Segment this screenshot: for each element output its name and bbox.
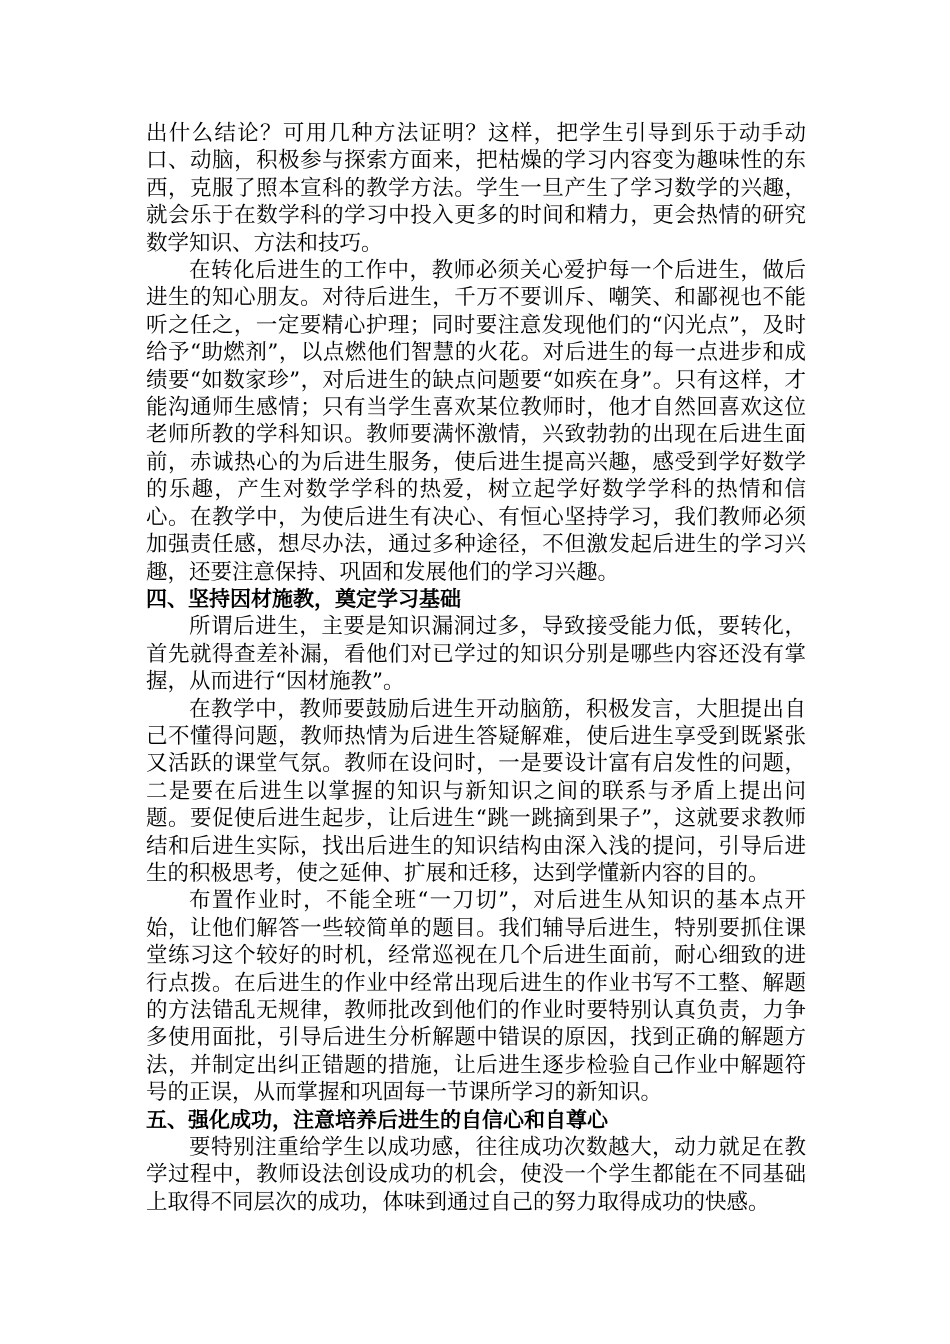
paragraph-homework: 布置作业时，不能全班“一刀切”，对后进生从知识的基本点开始，让他们解答一些较简单的题目。我们辅导后进生，特别要抓住课堂练习这个较好的时机，经常巡视在几个后进生面前，耐心细致的进行点拨。在后进生的作业中经常出现后进生的作业书写不工整、解题的方法错乱无规律，教师批改到他们的作业时要特别认真负责，力争多使用面批，引导后进生分析解题中错误的原因，找到正确的解题方法，并制定出纠正错题的措施，让后进生逐步检验自己作业中解题符号的正误，从而掌握和巩固每一节课所学习的新知识。 (146, 888, 806, 1106)
paragraph-classroom-questions: 在教学中，教师要鼓励后进生开动脑筋，积极发言，大胆提出自己不懂得问题，教师热情为后进生答疑解难，使后进生享受到既紧张又活跃的课堂气氛。教师在设问时，一是要设计富有启发性的问题，二是要在后进生以掌握的知识与新知识之间的联系与矛盾上提出问题。要促使后进生起步，让后进生“跳一跳摘到果子”，这就要求教师结和后进生实际，找出后进生的知识结构由深入浅的提问，引导后进生的积极思考，使之延伸、扩展和迁移，达到学懂新内容的目的。 (146, 696, 806, 886)
paragraph-care-for-students: 在转化后进生的工作中，教师必须关心爱护每一个后进生，做后进生的知心朋友。对待后进生，千万不要训斥、嘲笑、和鄙视也不能听之任之，一定要精心护理；同时要注意发现他们的“闪光点”，及时给予“助燃剂”，以点燃他们智慧的火花。对后进生的每一点进步和成绩要“如数家珍”，对后进生的缺点问题要“如疾在身”。只有这样，才能沟通师生感情；只有当学生喜欢某位教师时，他才自然回喜欢这位老师所教的学科知识。教师要满怀激情，兴致勃勃的出现在后进生面前，赤诚热心的为后进生服务，使后进生提高兴趣，感受到学好数学的乐趣，产生对数学学科的热爱，树立起学好数学学科的热情和信心。在教学中，为使后进生有决心、有恒心坚持学习，我们教师必须加强责任感，想尽办法，通过多种途径，不但激发起后进生的学习兴趣，还要注意保持、巩固和发展他们的学习兴趣。 (146, 258, 806, 585)
document-page (146, 120, 806, 1216)
paragraph-success: 要特别注重给学生以成功感，往往成功次数越大，动力就足在教学过程中，教师设法创设成功的机会，使没一个学生都能在不同基础上取得不同层次的成功，体味到通过自己的努力取得成功的快感。 (146, 1135, 806, 1215)
section-heading-5: 五、强化成功，注意培养后进生的自信心和自尊心 (146, 1107, 608, 1132)
paragraph-knowledge-gaps: 所谓后进生，主要是知识漏洞过多，导致接受能力低，要转化，首先就得查差补漏，看他们对已学过的知识分别是哪些内容还没有掌握，从而进行“因材施教”。 (146, 614, 806, 695)
section-heading-4: 四、坚持因材施教，奠定学习基础 (146, 586, 461, 611)
paragraph-continued: 出什么结论？可用几种方法证明？这样，把学生引导到乐于动手动口、动脑，积极参与探索方面来，把枯燥的学习内容变为趣味性的东西，克服了照本宣科的教学方法。学生一旦产生了学习数学的兴趣，就会乐于在数学科的学习中投入更多的时间和精力，更会热情的研究数学知识、方法和技巧。 (146, 121, 806, 256)
